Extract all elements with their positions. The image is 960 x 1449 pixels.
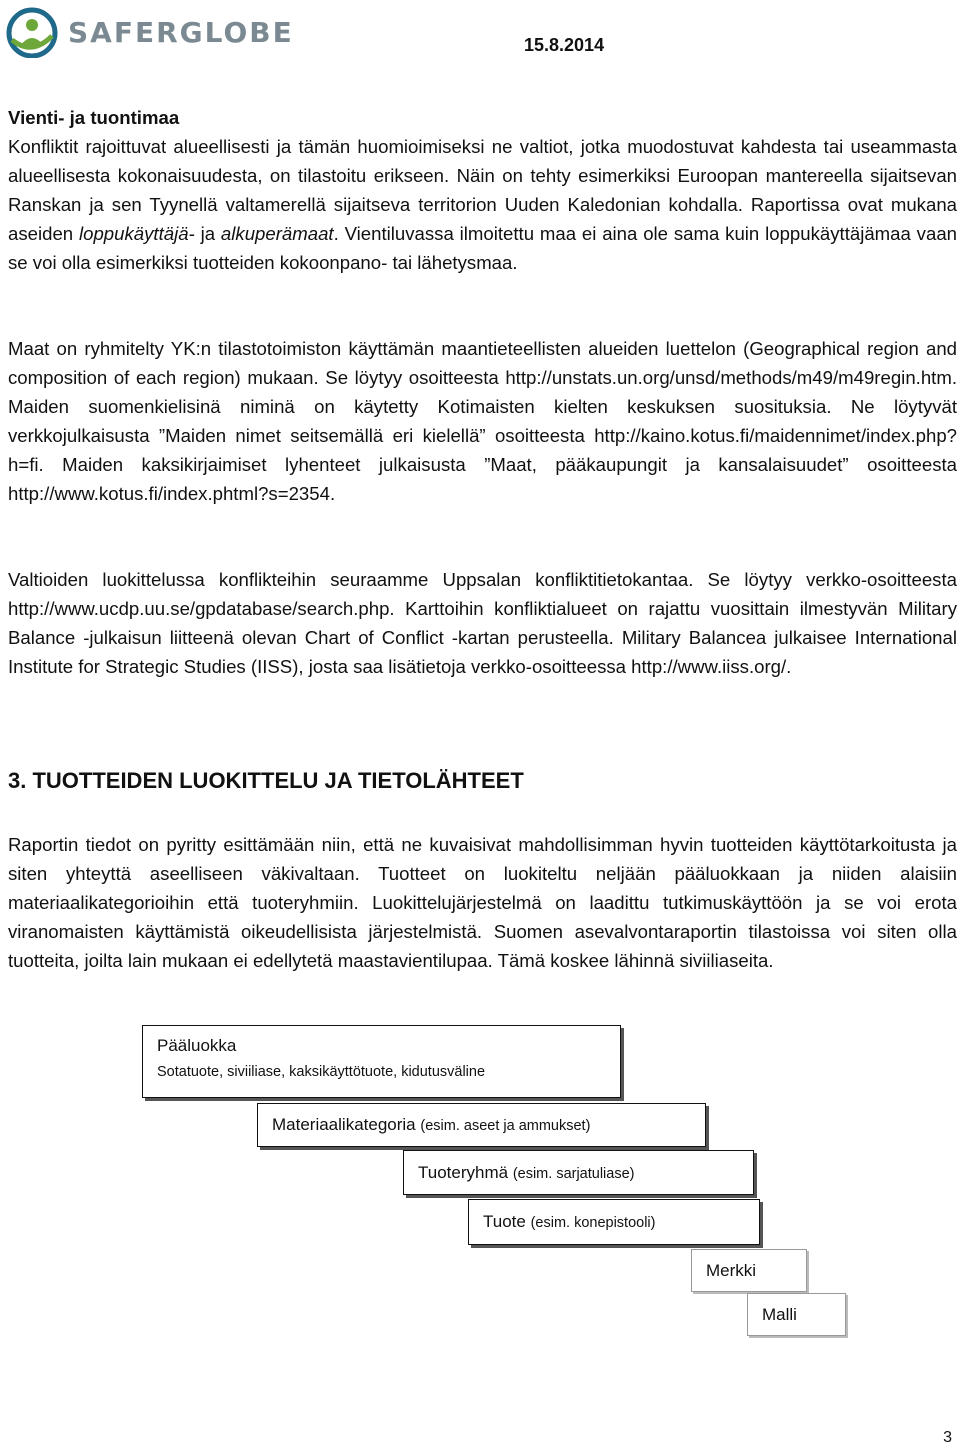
section-heading: Vienti- ja tuontimaa — [8, 107, 180, 128]
diagram-box-brand — [691, 1249, 807, 1292]
paragraph-text: Konfliktit rajoittuvat alueellisesti ja tämän huomioimiseksi ne valtiot, jotka muodostuvat kahdesta tai useammasta alueellisesta kokonaisuudesta, on tilastoitu erikseen. Näin on tehty esimerkiksi Euroopan mantereella sijaitsevan Ranskan ja sen Tyynellä valtamerellä sijaitseva territorion Uuden Kaledonian kohdalla. Raportissa ovat mukana aseiden — [8, 136, 957, 245]
paragraph-product-classification: Raportin tiedot on pyritty esittämään niin, että ne kuvaisivat mahdollisimman hyvin tuotteiden käyttötarkoitusta ja siten yhteyttä aseelliseen väkivaltaan. Tuotteet on luokiteltu neljään pääluokkaan ja niiden alaisiin materiaalikategorioihin että tuoteryhmiin. Luokittelujärjestelmä on laadittu tutkimuskäyttöön ja se voi erota viranomaisten käyttämistä oikeudellisista järjestelmistä. Suomen asevalvontaraportin tilastoissa voi siten olla tuotteita, joilta lain mukaan ei edellytetä maastavientilupaa. Tämä koskee lähinnä siviiliaseita. — [8, 834, 957, 972]
box-title: Materiaalikategoria — [272, 1115, 416, 1134]
brand-name: SAFERGLOBE — [68, 16, 294, 49]
box-title: Tuoteryhmä — [418, 1163, 509, 1182]
section-export-import — [8, 103, 957, 278]
globe-icon — [6, 6, 64, 58]
box-subtitle: Sotatuote, siviiliase, kaksikäyttötuote, kidutusväline — [157, 1064, 486, 1080]
document-date: 15.8.2014 — [524, 35, 605, 55]
box-title: Pääluokka — [157, 1036, 237, 1055]
chapter-heading: 3. TUOTTEIDEN LUOKITTELU JA TIETOLÄHTEET — [8, 768, 524, 793]
emphasis-text: alkuperämaat — [220, 223, 334, 245]
diagram-box-product-group — [403, 1150, 754, 1195]
paragraph-conflict-classification: Valtioiden luokittelussa konflikteihin seuraamme Uppsalan konfliktitietokantaa. Se löytyy verkko-osoitteesta http://www.ucdp.uu.se/gpdatabase/search.php. Karttoihin konfliktialueet on rajattu vuosittain ilmestyvän Military Balance -julkaisun liitteenä olevan Chart of Conflict -kartan perusteella. Military Balancea julkaisee International Institute for Strategic Studies (IISS), josta saa lisätietoja verkko-osoitteessa http://www.iiss.org/. — [8, 569, 957, 678]
saferglobe-logo — [6, 6, 294, 58]
emphasis-text: loppukäyttäjä- — [78, 223, 195, 245]
box-subtitle: (esim. konepistooli) — [530, 1215, 656, 1231]
diagram-box-product — [468, 1199, 760, 1245]
box-title: Malli — [762, 1305, 797, 1324]
box-title: Tuote — [483, 1212, 526, 1231]
box-subtitle: (esim. aseet ja ammukset) — [420, 1118, 591, 1134]
page-number: 3 — [943, 1429, 952, 1446]
diagram-box-model — [747, 1293, 846, 1336]
paragraph-text: ja — [194, 223, 221, 245]
box-title: Merkki — [706, 1261, 757, 1280]
box-subtitle: (esim. sarjatuliase) — [512, 1166, 635, 1182]
paragraph-country-grouping: Maat on ryhmitelty YK:n tilastotoimiston käyttämän maantieteellisten alueiden luettelon (Geographical region and composition of each region) mukaan. Se löytyy osoitteesta http://unstats.un.org/unsd/methods/m49/m49regin.htm. Maiden suomenkielisinä niminä on käytetty Kotimaisten kielten keskuksen suosituksia. Ne löytyvät verkkojulkaisusta ”Maiden nimet seitsemällä eri kielellä” osoitteesta http://kaino.kotus.fi/maidennimet/index.php?h=fi. Maiden kaksikirjaimiset lyhenteet julkaisusta ”Maat, pääkaupungit ja kansalaisuudet” osoitteesta http://www.kotus.fi/index.phtml?s=2354. — [8, 338, 957, 505]
paragraph-text: . Vientiluvassa ilmoitettu maa ei aina ole sama kuin loppukäyttäjämaa vaan se voi olla esimerkiksi tuotteiden kokoonpano- tai lähetysmaa. — [8, 223, 957, 274]
diagram-box-material-category — [257, 1103, 706, 1147]
diagram-box-main-class — [142, 1025, 621, 1098]
